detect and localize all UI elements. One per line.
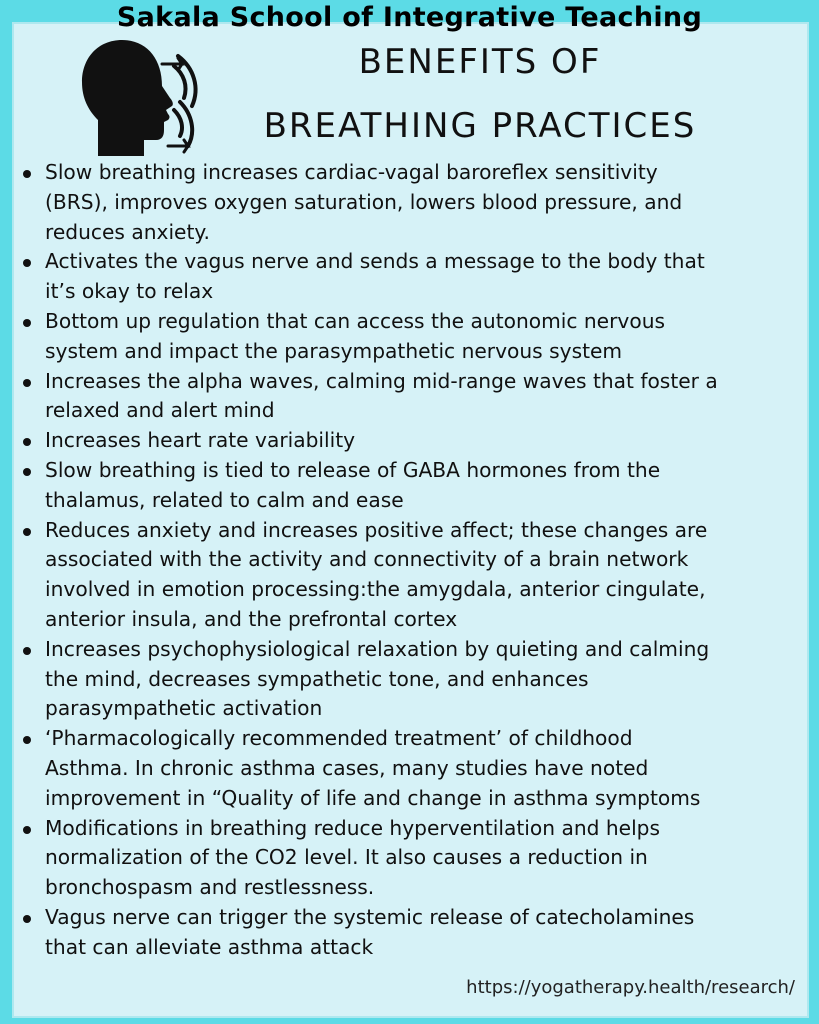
benefit-text-line: Vagus nerve can trigger the systemic release of catecholamines <box>45 904 695 929</box>
benefit-text-line: Slow breathing is tied to release of GABA hormones from the <box>45 457 661 482</box>
benefit-item <box>20 426 808 456</box>
benefit-text-line: system and impact the parasympathetic nervous system <box>45 338 623 363</box>
benefit-item <box>20 516 808 635</box>
benefit-item <box>20 456 808 516</box>
benefit-item <box>20 307 808 367</box>
benefit-text-line: normalization of the CO2 level. It also causes a reduction in <box>45 845 648 870</box>
benefits-list <box>20 158 808 963</box>
benefit-text-line: Bottom up regulation that can access the autonomic nervous <box>45 308 666 333</box>
benefit-text-line: it’s okay to relax <box>45 279 214 304</box>
benefit-text-line: (BRS), improves oxygen saturation, lowers blood pressure, and <box>45 189 683 214</box>
source-url: https://yogatherapy.health/research/ <box>466 977 795 998</box>
bullet-icon <box>23 647 31 655</box>
bullet-icon <box>23 259 31 267</box>
benefit-text-line: the mind, decreases sympathetic tone, and enhances <box>45 666 589 691</box>
benefit-text-line: reduces anxiety. <box>45 219 210 244</box>
benefit-text-line: Increases the alpha waves, calming mid-range waves that foster a <box>45 368 718 393</box>
bullet-icon <box>23 319 31 327</box>
benefit-item <box>20 814 808 903</box>
benefit-text-line: bronchospasm and restlessness. <box>45 875 375 900</box>
benefit-text-line: anterior insula, and the prefrontal cortex <box>45 606 458 631</box>
benefit-text-line: that can alleviate asthma attack <box>45 934 374 959</box>
benefit-text-line: Reduces anxiety and increases positive affect; these changes are <box>45 517 708 542</box>
bullet-icon <box>23 379 31 387</box>
benefit-text-line: ‘Pharmacologically recommended treatment’ of childhood <box>45 726 633 751</box>
benefit-text-line: Increases heart rate variability <box>45 428 356 453</box>
head-breathing-icon <box>78 36 204 158</box>
bullet-icon <box>23 170 31 178</box>
benefit-text-line: Asthma. In chronic asthma cases, many studies have noted <box>45 755 649 780</box>
benefit-item <box>20 247 808 307</box>
bullet-icon <box>23 826 31 834</box>
benefit-text-line: Slow breathing increases cardiac-vagal baroreflex sensitivity <box>45 160 658 184</box>
benefit-text-line: associated with the activity and connectivity of a brain network <box>45 547 689 572</box>
bullet-icon <box>23 438 31 446</box>
bullet-icon <box>23 468 31 476</box>
benefit-text-line: Increases psychophysiological relaxation by quieting and calming <box>45 636 710 661</box>
benefit-text-line: Activates the vagus nerve and sends a message to the body that <box>45 249 705 274</box>
bullet-icon <box>23 528 31 536</box>
benefit-item <box>20 903 808 963</box>
benefit-item <box>20 635 808 724</box>
benefit-item <box>20 724 808 813</box>
title-line-2: BREATHING PRACTICES <box>263 106 697 146</box>
bullet-icon <box>23 736 31 744</box>
benefit-text-line: improvement in “Quality of life and change in asthma symptoms <box>45 785 701 810</box>
benefit-text-line: Modifications in breathing reduce hyperventilation and helps <box>45 815 661 840</box>
benefit-text-line: thalamus, related to calm and ease <box>45 487 404 512</box>
school-name: Sakala School of Integrative Teaching <box>116 2 703 33</box>
benefit-text-line: involved in emotion processing:the amygdala, anterior cingulate, <box>45 577 706 602</box>
benefit-item <box>20 367 808 427</box>
bullet-icon <box>23 915 31 923</box>
benefit-text-line: parasympathetic activation <box>45 696 323 721</box>
benefit-item <box>20 158 808 247</box>
benefit-text-line: relaxed and alert mind <box>45 398 275 423</box>
title-line-1: BENEFITS OF <box>358 42 602 82</box>
